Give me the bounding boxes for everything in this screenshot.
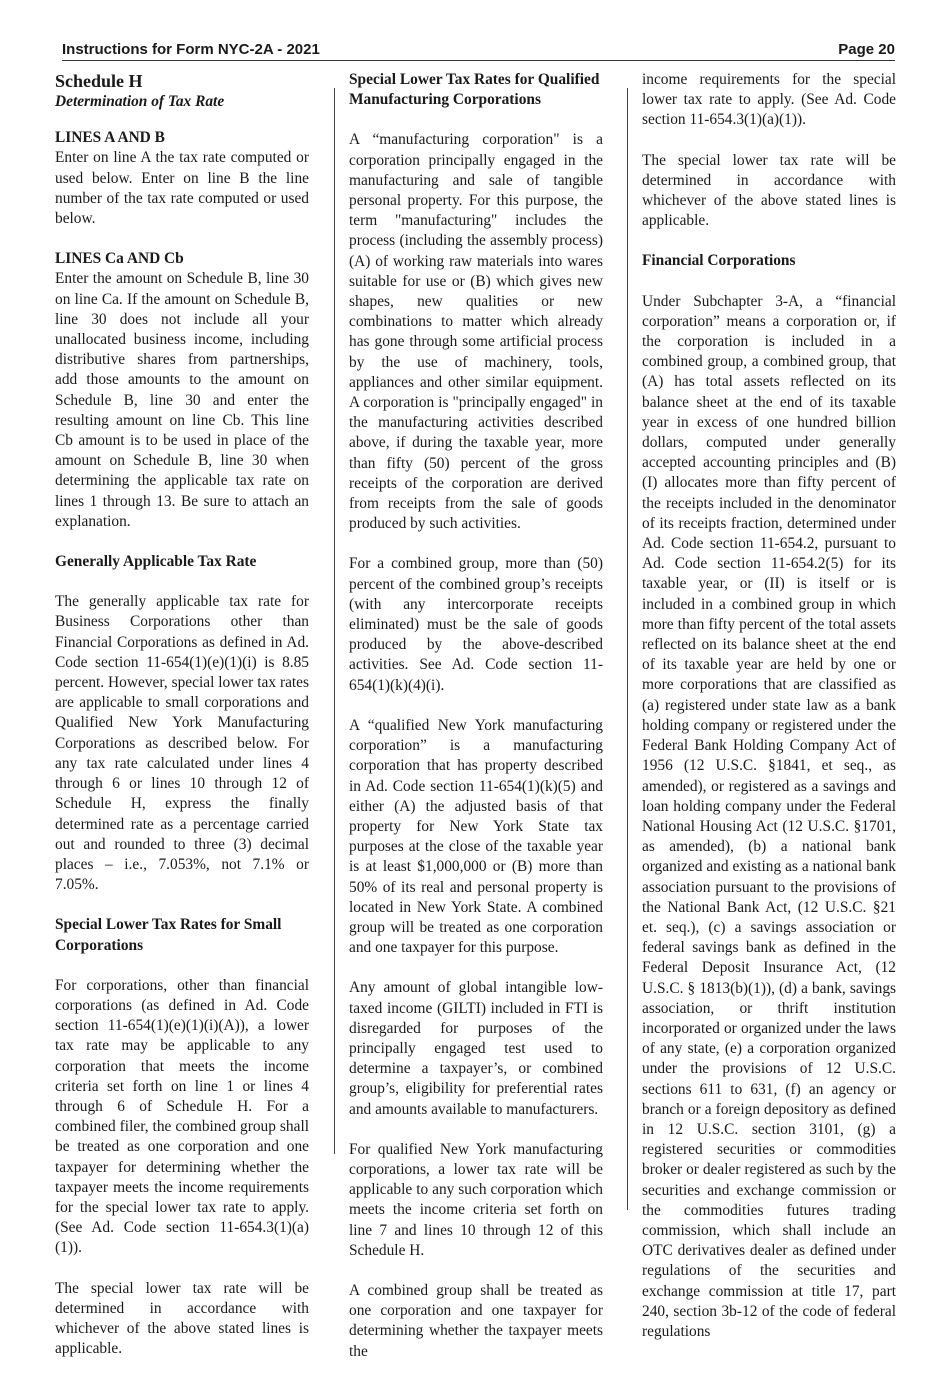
page-header [62, 38, 895, 61]
column-3 [642, 70, 896, 1362]
paragraph: Any amount of global intangible low-taxed income (GILTI) included in FTI is disregarded for purposes of the principally engaged test used to determine a taxpayer’s, or combined group’s, eligibility for preferential rates and amounts available to manufacturers. [349, 979, 603, 1118]
paragraph: For corporations, other than financial corporations (as defined in Ad. Code section 11-654(1)(e)(1)(i)(A)), a lower tax rate may be applicable to any corporation that meets the income criteria set forth on line 1 or lines 4 through 6 of Schedule H. For a combined filer, the combined group shall be treated as one corporation and one taxpayer for determining whether the taxpayer meets the income requirements for the special lower tax rate to apply. (See Ad. Code section 11-654.3(1)(a)(1)). [55, 976, 309, 1257]
column-divider [627, 88, 628, 1210]
heading-generally-applicable-rate: Generally Applicable Tax Rate [55, 553, 257, 571]
column-divider [334, 88, 335, 1154]
schedule-title: Schedule H [55, 71, 143, 91]
heading-lines-ca-cb: LINES Ca AND Cb [55, 250, 184, 268]
paragraph: The special lower tax rate will be determined in accordance with whichever of the above stated lines is applicable. [642, 151, 896, 230]
paragraph: A “manufacturing corporation" is a corporation principally engaged in the manufacturing and sale of tangible personal property. For this purpose, the term "manufacturing" includes the process (including the assembly process) (A) of working raw materials into wares suitable for use or (B) which gives new shapes, new qualities or new combinations to matter which already has gone through some artificial process by the use of machinery, tools, appliances and other similar equipment. A corporation is "principally engaged" in the manufacturing activities described above, if during the taxable year, more than fifty (50) percent of the gross receipts of the corporation are derived from receipts from the sale of goods produced by such activities. [349, 131, 603, 533]
paragraph: Under Subchapter 3-A, a “financial corporation” means a corporation or, if the corporation is included in a combined group, a combined group, that (A) has total assets reflected on its balance sheet at the end of its taxable year in excess of one hundred billion dollars, computed under generally accepted accounting principles and (B)(I) allocates more than fifty percent of the receipts included in the denominator of its receipts fraction, determined under Ad. Code section 11-654.2, pursuant to Ad. Code section 11-654.2(5) for its taxable year, or (II) is itself or is included in a combined group in which more than fifty percent of the total assets reflected on its balance sheet at the end of its taxable year are held by one or more corporations that are classified as (a) registered under state law as a bank holding company or registered under the Federal Bank Holding Company Act of 1956 (12 U.S.C. §1841, et seq., as amended), or registered as a savings and loan holding company under the Federal National Housing Act (12 U.S.C. §1701, as amended), (b) a national bank organized and existing as a national bank association pursuant to the provisions of the National Bank Act, (12 U.S.C. §21 et. seq.), (c) a savings association or federal savings bank as defined in the Federal Deposit Insurance Act, (12 U.S.C. § 1813(b)(1)), (d) a bank, savings association, or thrift institution incorporated or organized under the laws of any state, (e) a corporation organized under the provisions of 12 U.S.C. sections 611 to 631, (f) an agency or branch or a foreign depository as defined in 12 U.S.C. section 3101, (g) a registered securities or commodities broker or dealer registered as such by the securities and exchange commission or the commodities futures trading commission, which shall include an OTC derivatives dealer as defined under regulations of the securities and exchange commission at title 17, part 240, section 3b-12 of the code of federal regulations [642, 292, 896, 1340]
schedule-subtitle: Determination of Tax Rate [55, 93, 225, 110]
paragraph: A combined group shall be treated as one corporation and one taxpayer for determining whether the taxpayer meets the [349, 1281, 603, 1360]
paragraph: The generally applicable tax rate for Business Corporations other than Financial Corporations as defined in Ad. Code section 11-654(1)(e)(1)(i) is 8.85 percent. However, special lower tax rates are applicable to small corporations and Qualified New York Manufacturing Corporations as described below. For any tax rate calculated under lines 4 through 6 or lines 10 through 12 of Schedule H, express the finally determined rate as a percentage carried out and rounded to three (3) decimal places – i.e., 7.053%, not 7.1% or 7.05%. [55, 593, 309, 894]
column-1 [55, 70, 309, 1379]
paragraph: Enter on line A the tax rate computed or used below. Enter on line B the line number of the tax rate computed or used below. [55, 149, 309, 228]
heading-small-corporations: Special Lower Tax Rates for Small Corporations [55, 916, 282, 954]
heading-manufacturing-corporations: Special Lower Tax Rates for Qualified Manufacturing Corporations [349, 71, 600, 109]
heading-financial-corporations: Financial Corporations [642, 252, 796, 270]
paragraph: A “qualified New York manufacturing corporation” is a manufacturing corporation that has property described in Ad. Code section 11-654(1)(k)(5) and either (A) the adjusted basis of that property for New York State tax purposes at the close of the taxable year is at least $1,000,000 or (B) more than 50% of its real and personal property is located in New York State. A combined group will be treated as one corporation and one taxpayer for this purpose. [349, 716, 603, 957]
paragraph: For a combined group, more than (50) percent of the combined group’s receipts (with any intercorporate receipts eliminated) must be the sale of goods produced by the above-described activities. See Ad. Code section 11-654(1)(k)(4)(i). [349, 555, 603, 694]
paragraph: Enter the amount on Schedule B, line 30 on line Ca. If the amount on Schedule B, line 30 does not include all your unallocated business income, including distributive shares from partnerships, add those amounts to the amount on Schedule B, line 30 and enter the resulting amount on line Cb. This line Cb amount is to be used in place of the amount on Schedule B, line 30 when determining the applicable tax rate on lines 1 through 13. Be sure to attach an explanation. [55, 270, 309, 530]
paragraph: For qualified New York manufacturing corporations, a lower tax rate will be applicable to any such corporation which meets the income criteria set forth on line 7 and lines 10 through 12 of this Schedule H. [349, 1140, 603, 1259]
paragraph: income requirements for the special lower tax rate to apply. (See Ad. Code section 11-654.3(1)(a)(1)). [642, 71, 896, 129]
paragraph: The special lower tax rate will be determined in accordance with whichever of the above stated lines is applicable. [55, 1279, 309, 1358]
page-number: Page 20 [838, 41, 895, 58]
heading-lines-a-b: LINES A AND B [55, 129, 165, 147]
document-title: Instructions for Form NYC-2A - 2021 [62, 41, 320, 58]
column-2 [349, 70, 603, 1382]
